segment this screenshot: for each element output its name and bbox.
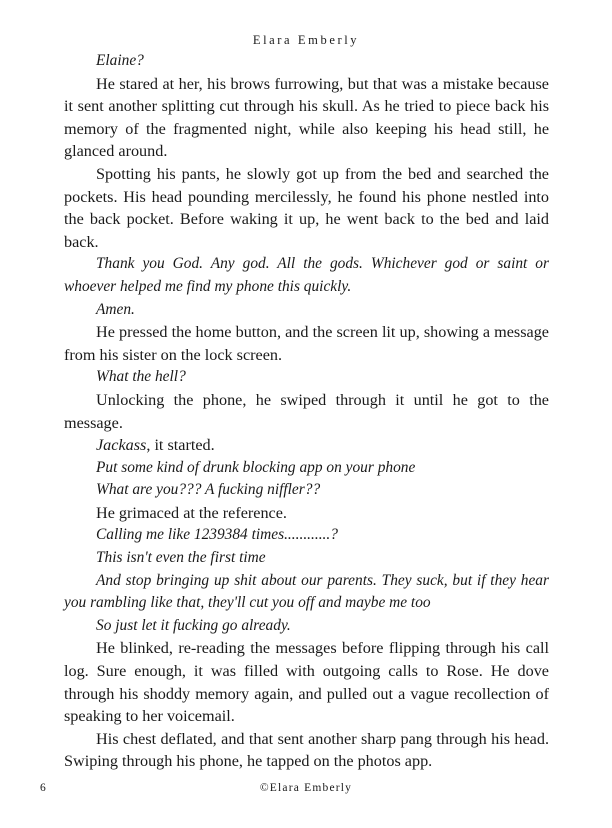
paragraph: What are you??? A fucking niffler?? (96, 481, 321, 499)
paragraph: Thank you God. Any god. All the gods. Whichever god or saint or whoever helped me find my phone this quickly. (64, 255, 549, 295)
running-header: Elara Emberly (252, 33, 360, 47)
paragraph: Put some kind of drunk blocking app on your phone (96, 458, 416, 476)
paragraph: He grimaced at the reference. (96, 503, 287, 522)
paragraph: And stop bringing up shit about our parents. They suck, but if they hear you rambling like that, they'll cut you off and maybe me too (64, 571, 549, 612)
paragraph-italic-fragment: Jackass (96, 436, 147, 455)
paragraph-fragment: , it started. (146, 436, 215, 455)
paragraph: Elaine? (96, 52, 144, 69)
paragraph: He pressed the home button, and the screen lit up, showing a message from his sister on the lock screen. (64, 323, 549, 364)
paragraph: Spotting his pants, he slowly got up from the bed and searched the pockets. His head pounding mercilessly, he found his phone nestled into the back pocket. Before waking it up, he went back to the bed and laid back. (64, 164, 549, 251)
paragraph: Calling me like 1239384 times............? (96, 526, 338, 544)
paragraph: Unlocking the phone, he swiped through it until he got to the message. (64, 390, 549, 432)
copyright-footer: ©Elara Emberly (259, 782, 353, 794)
paragraph: He stared at her, his brows furrowing, but that was a mistake because it sent another splitting cut through his skull. As he tried to piece back his memory of the fragmented night, while also keeping his head still, he glanced around. (64, 74, 549, 161)
page-body (64, 50, 549, 773)
paragraph: So just let it fucking go already. (96, 616, 291, 634)
paragraph (64, 434, 549, 457)
paragraph: This isn't even the first time (96, 549, 266, 567)
paragraph: Amen. (96, 300, 135, 318)
paragraph: His chest deflated, and that sent another sharp pang through his head. Swiping through his phone, he tapped on the photos app. (64, 729, 549, 771)
paragraph: What the hell? (96, 368, 186, 386)
paragraph: He blinked, re-reading the messages before flipping through his call log. Sure enough, it was filled with outgoing calls to Rose. He dove through his shoddy memory again, and pulled out a vague recollection of speaking to her voicemail. (64, 639, 549, 726)
page-number: 6 (40, 782, 46, 794)
